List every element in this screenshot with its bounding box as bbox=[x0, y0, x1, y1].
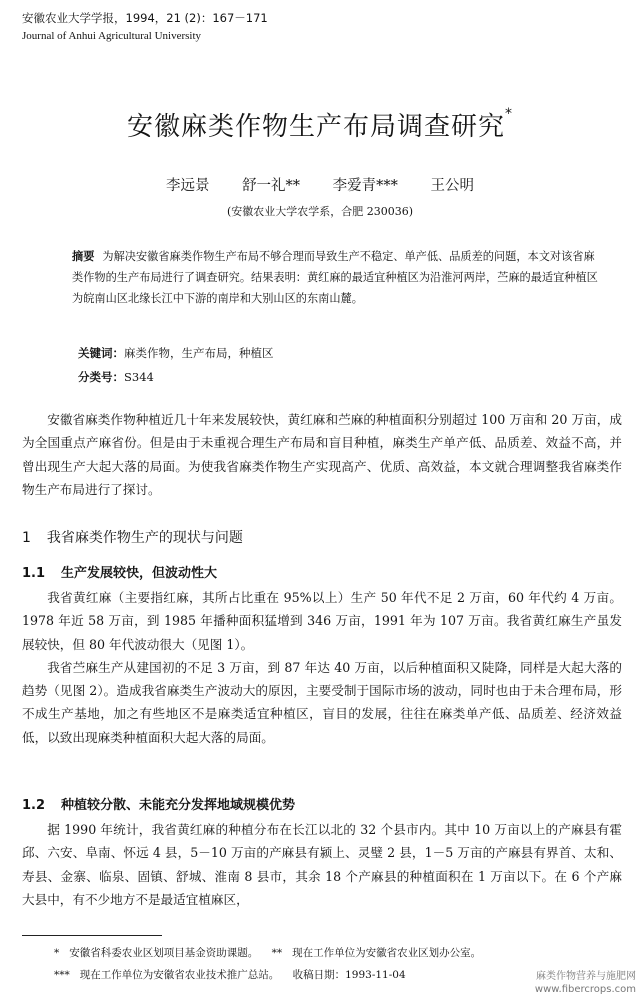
journal-header-cn: 安徽农业大学学报，1994，21 (2)：167－171 bbox=[22, 11, 268, 25]
footnote-3-mark: *** bbox=[54, 969, 70, 981]
footnote-line-2 bbox=[54, 967, 416, 982]
classification-number bbox=[78, 369, 154, 385]
keywords bbox=[78, 345, 274, 361]
footnote-2-mark: ** bbox=[271, 947, 283, 959]
footnote-2-text: 现在工作单位为安徽省农业区划办公室。 bbox=[292, 947, 482, 959]
author-3: 李爱青*** bbox=[332, 178, 398, 194]
subsection-1-1-body bbox=[22, 586, 622, 749]
watermark-line-1: 麻类作物营养与施肥网 bbox=[536, 971, 636, 982]
watermark bbox=[535, 970, 636, 996]
subsection-1-2-heading bbox=[22, 794, 295, 813]
subsection-1-2-number: 1.2 bbox=[22, 798, 46, 813]
abstract-text: 为解决安徽省麻类作物生产布局不够合理而导致生产不稳定、单产低、品质差的问题，本文对该省麻类作物的生产布局进行了调查研究。结果表明：黄红麻的最适宜种植区为沿淮河两岸，苎麻的最适宜种植区为皖南山区北缘长江中下游的南岸和大别山区的东南山麓。 bbox=[72, 250, 598, 305]
paragraph-1-1-a: 我省黄红麻（主要指红麻，其所占比重在 95%以上）生产 50 年代不足 2 万亩，60 年代约 4 万亩。1978 年近 58 万亩，到 1985 年播种面积猛增到 346 万亩，1991 年为 107 万亩。我省黄红麻生产虽发展较快，但 80 年代波动很大（见图 1）。 bbox=[22, 590, 622, 652]
subsection-1-2-body bbox=[22, 818, 622, 911]
paper-title bbox=[0, 106, 640, 143]
footnote-1-mark: * bbox=[54, 947, 60, 959]
section-1-heading bbox=[22, 527, 243, 547]
section-1-number: 1 bbox=[22, 530, 31, 546]
keywords-text: 麻类作物，生产布局，种植区 bbox=[124, 346, 274, 360]
section-1-title: 我省麻类作物生产的现状与问题 bbox=[46, 530, 243, 546]
author-2: 舒一礼** bbox=[242, 178, 301, 194]
footnote-line-1 bbox=[54, 945, 491, 960]
subsection-1-2-title: 种植较分散、未能充分发挥地域规模优势 bbox=[61, 798, 296, 813]
abstract-label: 摘要 bbox=[72, 250, 95, 263]
affiliation: (安徽农业大学农学系，合肥 230036) bbox=[226, 205, 414, 218]
classification-text: S344 bbox=[124, 370, 154, 384]
author-list bbox=[0, 174, 640, 195]
classification-label: 分类号： bbox=[78, 370, 124, 384]
footnote-3-text: 现在工作单位为安徽省农业技术推广总站。 bbox=[79, 969, 280, 981]
author-1: 李远景 bbox=[165, 178, 210, 194]
paragraph-1-1-b: 我省苎麻生产从建国初的不足 3 万亩，到 87 年达 40 万亩，以后种植面积又陡降，同样是大起大落的趋势（见图 2）。造成我省麻类生产波动大的原因，主要受制于国际市场的波动，同时也由于未合理布局，形不成生产基地，加之有些地区不是麻类适宜种植区，盲目的发展，往往在麻类单产低、品质差、经济效益低，以致出现麻类种植面积大起大落的局面。 bbox=[22, 659, 622, 745]
paragraph-1-2-a: 据 1990 年统计，我省黄红麻的种植分布在长江以北的 32 个县市内。其中 10 万亩以上的产麻县有霍邱、六安、阜南、怀远 4 县，5－10 万亩的产麻县有颍上、灵璧 2 县，1－5 万亩的产麻县有界首、太和、寿县、金寨、临泉、固镇、舒城、淮南 8 县市，其余 18 个产麻县的种植面积在 1 万亩以下。在 6 个产麻大县中，有不少地方不是最适宜植麻区， bbox=[22, 822, 622, 907]
subsection-1-1-heading bbox=[22, 562, 217, 581]
watermark-line-2: www.fibercrops.com bbox=[534, 984, 636, 995]
footnote-rule bbox=[22, 935, 162, 936]
footnote-1-text: 安徽省科委农业区划项目基金资助课题。 bbox=[69, 947, 259, 959]
author-4: 王公明 bbox=[430, 178, 475, 194]
journal-header-en: Journal of Anhui Agricultural University bbox=[22, 30, 202, 42]
received-date: 收稿日期：1993-11-04 bbox=[292, 969, 406, 981]
subsection-1-1-title: 生产发展较快，但波动性大 bbox=[61, 566, 218, 581]
keywords-label: 关键词： bbox=[78, 346, 124, 360]
paper-title-text: 安徽麻类作物生产布局调查研究 bbox=[126, 112, 505, 142]
intro-block bbox=[22, 408, 622, 501]
abstract bbox=[72, 246, 602, 309]
title-footnote-mark: * bbox=[505, 106, 513, 122]
intro-paragraph: 安徽省麻类作物种植近几十年来发展较快，黄红麻和苎麻的种植面积分别超过 100 万亩和 20 万亩，成为全国重点产麻省份。但是由于未重视合理生产布局和盲目种植，麻类生产单产低、品质差、效益不高，并曾出现生产大起大落的局面。为使我省麻类作物生产实现高产、优质、高效益，本文就合理调整我省麻类作物生产布局进行了探讨。 bbox=[22, 412, 622, 497]
subsection-1-1-number: 1.1 bbox=[22, 566, 46, 581]
